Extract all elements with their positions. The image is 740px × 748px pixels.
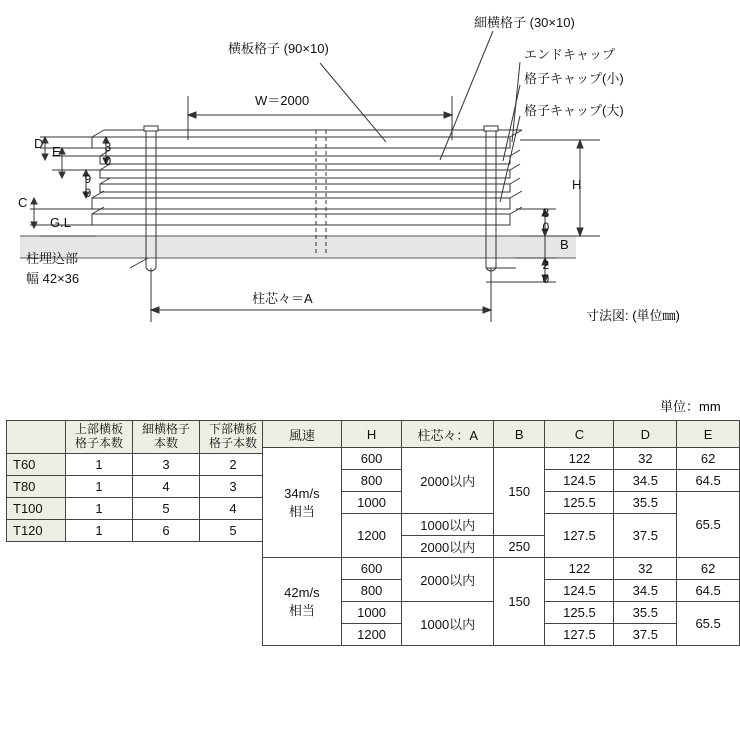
header-lower-slat-line2: 格子本数 — [208, 435, 257, 450]
cell-t60-thin: 3 — [133, 453, 200, 475]
cell-h-1200: 1200 — [341, 514, 402, 558]
cell-t80-lower: 3 — [200, 475, 267, 497]
cell-c-122: 122 — [545, 448, 614, 470]
label-lattice-cap-small: 格子キャップ(小) — [524, 71, 624, 86]
label-thin-slat: 細横格子 (30×10) — [474, 15, 575, 30]
label-90: 90 — [80, 172, 95, 200]
header-lower-slat — [200, 421, 267, 454]
corner-cell — [7, 421, 66, 454]
label-d: D — [34, 136, 44, 151]
cell2-e-645: 64.5 — [677, 580, 740, 602]
header-lower-slat-line1: 下部横板 — [208, 422, 257, 436]
header-upper-slat-line2: 格子本数 — [74, 435, 123, 450]
cell-t100-lower: 4 — [200, 497, 267, 519]
label-20: 20 — [538, 258, 553, 286]
cell-c-1245: 124.5 — [545, 470, 614, 492]
cell-c-1275: 127.5 — [545, 514, 614, 558]
label-end-cap: エンドキャップ — [524, 47, 616, 62]
label-e: E — [52, 144, 61, 159]
cell-h-600: 600 — [341, 448, 402, 470]
cell2-b-150: 150 — [494, 558, 545, 646]
cell-t120-thin: 6 — [133, 519, 200, 541]
table-row — [263, 448, 740, 470]
header-h: H — [341, 421, 402, 448]
cell-t120-lower: 5 — [200, 519, 267, 541]
slat-count-table — [6, 420, 267, 542]
table-header-row — [263, 421, 740, 448]
cell-wind-42 — [263, 558, 342, 646]
cell2-h-600: 600 — [341, 558, 402, 580]
cell-t120-upper: 1 — [66, 519, 133, 541]
cell-e-645: 64.5 — [677, 470, 740, 492]
label-top-slat: 横板格子 (90×10) — [228, 41, 329, 56]
header-post-pitch-a: 柱芯々：A — [402, 421, 494, 448]
label-ground-line: G.L — [50, 215, 71, 230]
cell-e-62: 62 — [677, 448, 740, 470]
table-row — [7, 497, 267, 519]
header-wind-speed: 風速 — [263, 421, 342, 448]
cell-wind-34 — [263, 448, 342, 558]
header-d: D — [614, 421, 677, 448]
label-lattice-cap-large: 格子キャップ(大) — [524, 103, 624, 118]
header-upper-slat — [66, 421, 133, 454]
table-header-row — [7, 421, 267, 454]
cell-d-345: 34.5 — [614, 470, 677, 492]
label-buried-part: 柱埋込部 — [26, 251, 79, 266]
header-c: C — [545, 421, 614, 448]
cell-a-2000-b: 2000以内 — [402, 536, 494, 558]
cell-e-655: 65.5 — [677, 492, 740, 558]
cell2-a-2000: 2000以内 — [402, 558, 494, 602]
row-label-t60: T60 — [7, 453, 66, 475]
ground-band — [20, 236, 576, 258]
cell2-e-62: 62 — [677, 558, 740, 580]
cell-a-2000: 2000以内 — [402, 448, 494, 514]
cell-t100-upper: 1 — [66, 497, 133, 519]
header-thin-slat — [133, 421, 200, 454]
cell-t80-upper: 1 — [66, 475, 133, 497]
cell2-d-32: 32 — [614, 558, 677, 580]
cell2-d-355: 35.5 — [614, 602, 677, 624]
cell-a-1000: 1000以内 — [402, 514, 494, 536]
wind-34-line1: 34m/s — [284, 485, 320, 501]
wind-34-line2: 相当 — [288, 503, 315, 519]
cell-h-1000: 1000 — [341, 492, 402, 514]
header-thin-slat-line2: 本数 — [153, 435, 178, 450]
header-b: B — [494, 421, 545, 448]
header-e: E — [677, 421, 740, 448]
row-label-t80: T80 — [7, 475, 66, 497]
label-dimension-note: 寸法図: (単位㎜) — [586, 308, 680, 323]
cell2-h-800: 800 — [341, 580, 402, 602]
label-h: H — [572, 177, 582, 192]
cell-d-375: 37.5 — [614, 514, 677, 558]
table-row — [7, 475, 267, 497]
cell2-h-1200: 1200 — [341, 624, 402, 646]
cell-h-800: 800 — [341, 470, 402, 492]
cell2-d-345: 34.5 — [614, 580, 677, 602]
cell-d-355: 35.5 — [614, 492, 677, 514]
cell2-d-375: 37.5 — [614, 624, 677, 646]
wind-42-line2: 相当 — [288, 602, 315, 618]
label-c: C — [18, 195, 28, 210]
cell-t100-thin: 5 — [133, 497, 200, 519]
cell2-c-122: 122 — [545, 558, 614, 580]
cell-d-32: 32 — [614, 448, 677, 470]
row-label-t100: T100 — [7, 497, 66, 519]
cell-t60-upper: 1 — [66, 453, 133, 475]
cell2-c-1255: 125.5 — [545, 602, 614, 624]
table-row — [7, 453, 267, 475]
cell2-h-1000: 1000 — [341, 602, 402, 624]
cell-c-1255: 125.5 — [545, 492, 614, 514]
cell2-a-1000: 1000以内 — [402, 602, 494, 646]
label-buried-size: 幅 42×36 — [26, 271, 80, 286]
header-thin-slat-line1: 細横格子 — [141, 422, 190, 436]
label-30: 30 — [100, 140, 115, 168]
table-row — [7, 519, 267, 541]
label-b: B — [560, 237, 569, 252]
label-post-pitch-a: 柱芯々＝A — [252, 291, 313, 306]
cell-b-150: 150 — [494, 448, 545, 536]
row-label-t120: T120 — [7, 519, 66, 541]
unit-note: 単位：mm — [660, 399, 721, 414]
wind-42-line1: 42m/s — [284, 584, 320, 600]
cell2-e-655: 65.5 — [677, 602, 740, 646]
table-row — [263, 558, 740, 580]
cell-b-250: 250 — [494, 536, 545, 558]
cell2-c-1275: 127.5 — [545, 624, 614, 646]
label-width-w: W＝2000 — [255, 93, 310, 108]
spec-table — [262, 420, 740, 646]
label-80: 80 — [538, 206, 553, 234]
cell-t60-lower: 2 — [200, 453, 267, 475]
cell-t80-thin: 4 — [133, 475, 200, 497]
header-upper-slat-line1: 上部横板 — [74, 422, 123, 436]
cell2-c-1245: 124.5 — [545, 580, 614, 602]
